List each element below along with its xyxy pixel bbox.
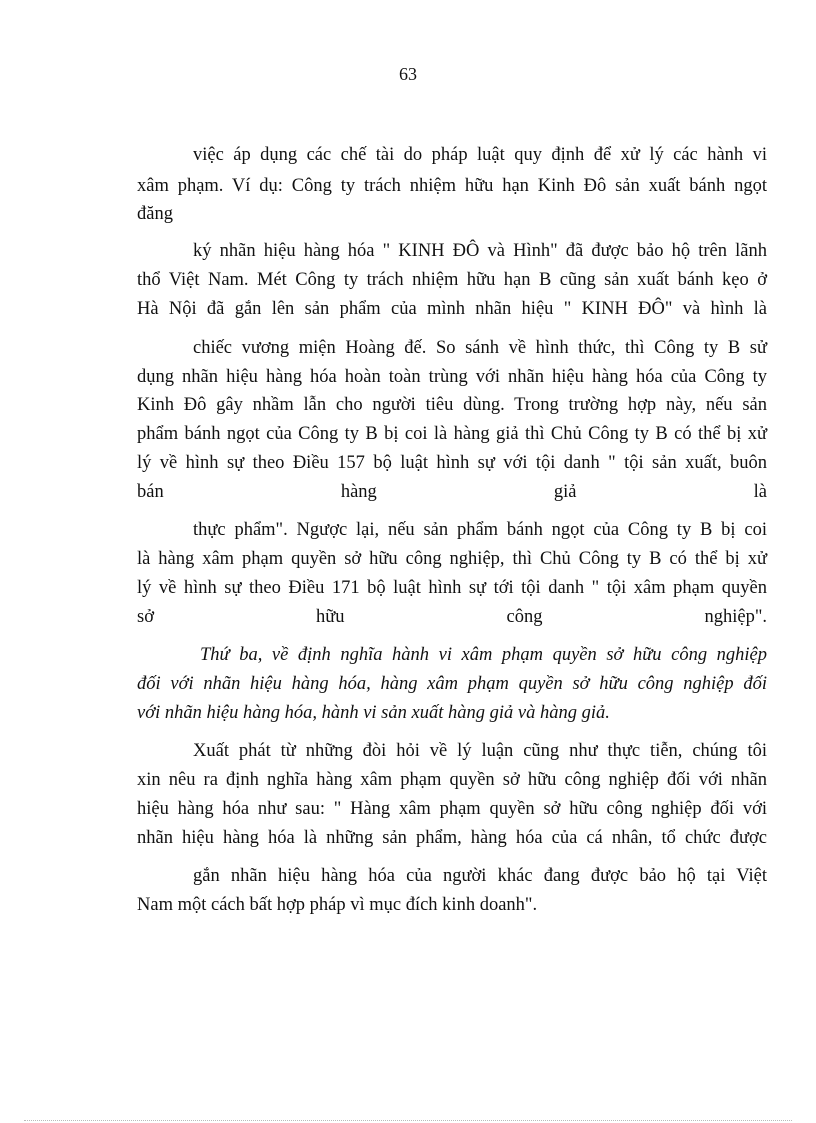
text-line: nhãn hiệu hàng hóa là những sản phẩm, hàng hóa của cá nhân, tổ chức được	[137, 828, 767, 848]
text-line: dụng nhãn hiệu hàng hóa hoàn toàn trùng với nhãn hiệu hàng hóa của Công ty	[137, 367, 767, 387]
text-line: xâm phạm. Ví dụ: Công ty trách nhiệm hữu hạn Kinh Đô sản xuất bánh ngọt	[137, 176, 767, 196]
text-line: Nam một cách bất hợp pháp vì mục đích kinh doanh".	[137, 895, 538, 915]
text-line: chiếc vương miện Hoàng đế. So sánh về hình thức, thì Công ty B sử	[193, 338, 767, 358]
text-line: sở hữu công nghiệp".	[137, 607, 767, 627]
text-line: Hà Nội đã gắn lên sản phẩm của mình nhãn hiệu " KINH ĐÔ" và hình là	[137, 299, 767, 319]
text-line: Kinh Đô gây nhầm lẫn cho người tiêu dùng. Trong trường hợp này, nếu sản	[137, 395, 767, 415]
text-line: gắn nhãn hiệu hàng hóa của người khác đang được bảo hộ tại Việt	[193, 866, 767, 886]
text-line: là hàng xâm phạm quyền sở hữu công nghiệp, thì Chủ Công ty B có thể bị xử	[137, 549, 767, 569]
text-line: đăng	[137, 204, 173, 224]
text-line: hiệu hàng hóa như sau: " Hàng xâm phạm quyền sở hữu công nghiệp đối với	[137, 799, 767, 819]
text-line: xin nêu ra định nghĩa hàng xâm phạm quyền sở hữu công nghiệp đối với nhãn	[137, 770, 767, 790]
page-bottom-rule	[24, 1120, 792, 1121]
text-line: thổ Việt Nam. Mét Công ty trách nhiệm hữu hạn B cũng sản xuất bánh kẹo ở	[137, 270, 767, 290]
text-line: lý về hình sự theo Điều 157 bộ luật hình sự với tội danh " tội sản xuất, buôn	[137, 453, 767, 473]
text-line: thực phẩm". Ngược lại, nếu sản phẩm bánh ngọt của Công ty B bị coi	[193, 520, 767, 540]
text-line: việc áp dụng các chế tài do pháp luật quy định để xử lý các hành vi	[193, 145, 767, 165]
italic-heading-line: với nhãn hiệu hàng hóa, hành vi sản xuất hàng giả và hàng giả.	[137, 703, 610, 723]
text-line: phẩm bánh ngọt của Công ty B bị coi là hàng giả thì Chủ Công ty B có thể bị xử	[137, 424, 767, 444]
italic-heading-line: đối với nhãn hiệu hàng hóa, hàng xâm phạm quyền sở hữu công nghiệp đối	[137, 674, 767, 694]
text-line: ký nhãn hiệu hàng hóa " KINH ĐÔ và Hình" đã được bảo hộ trên lãnh	[193, 241, 767, 261]
text-line: lý về hình sự theo Điều 171 bộ luật hình sự tới tội danh " tội xâm phạm quyền	[137, 578, 767, 598]
page-number: 63	[399, 64, 417, 84]
text-line: bán hàng giả là	[137, 482, 767, 502]
italic-heading-line: Thứ ba, về định nghĩa hành vi xâm phạm quyền sở hữu công nghiệp	[200, 645, 767, 665]
text-line: Xuất phát từ những đòi hỏi về lý luận cũng như thực tiễn, chúng tôi	[193, 741, 767, 761]
